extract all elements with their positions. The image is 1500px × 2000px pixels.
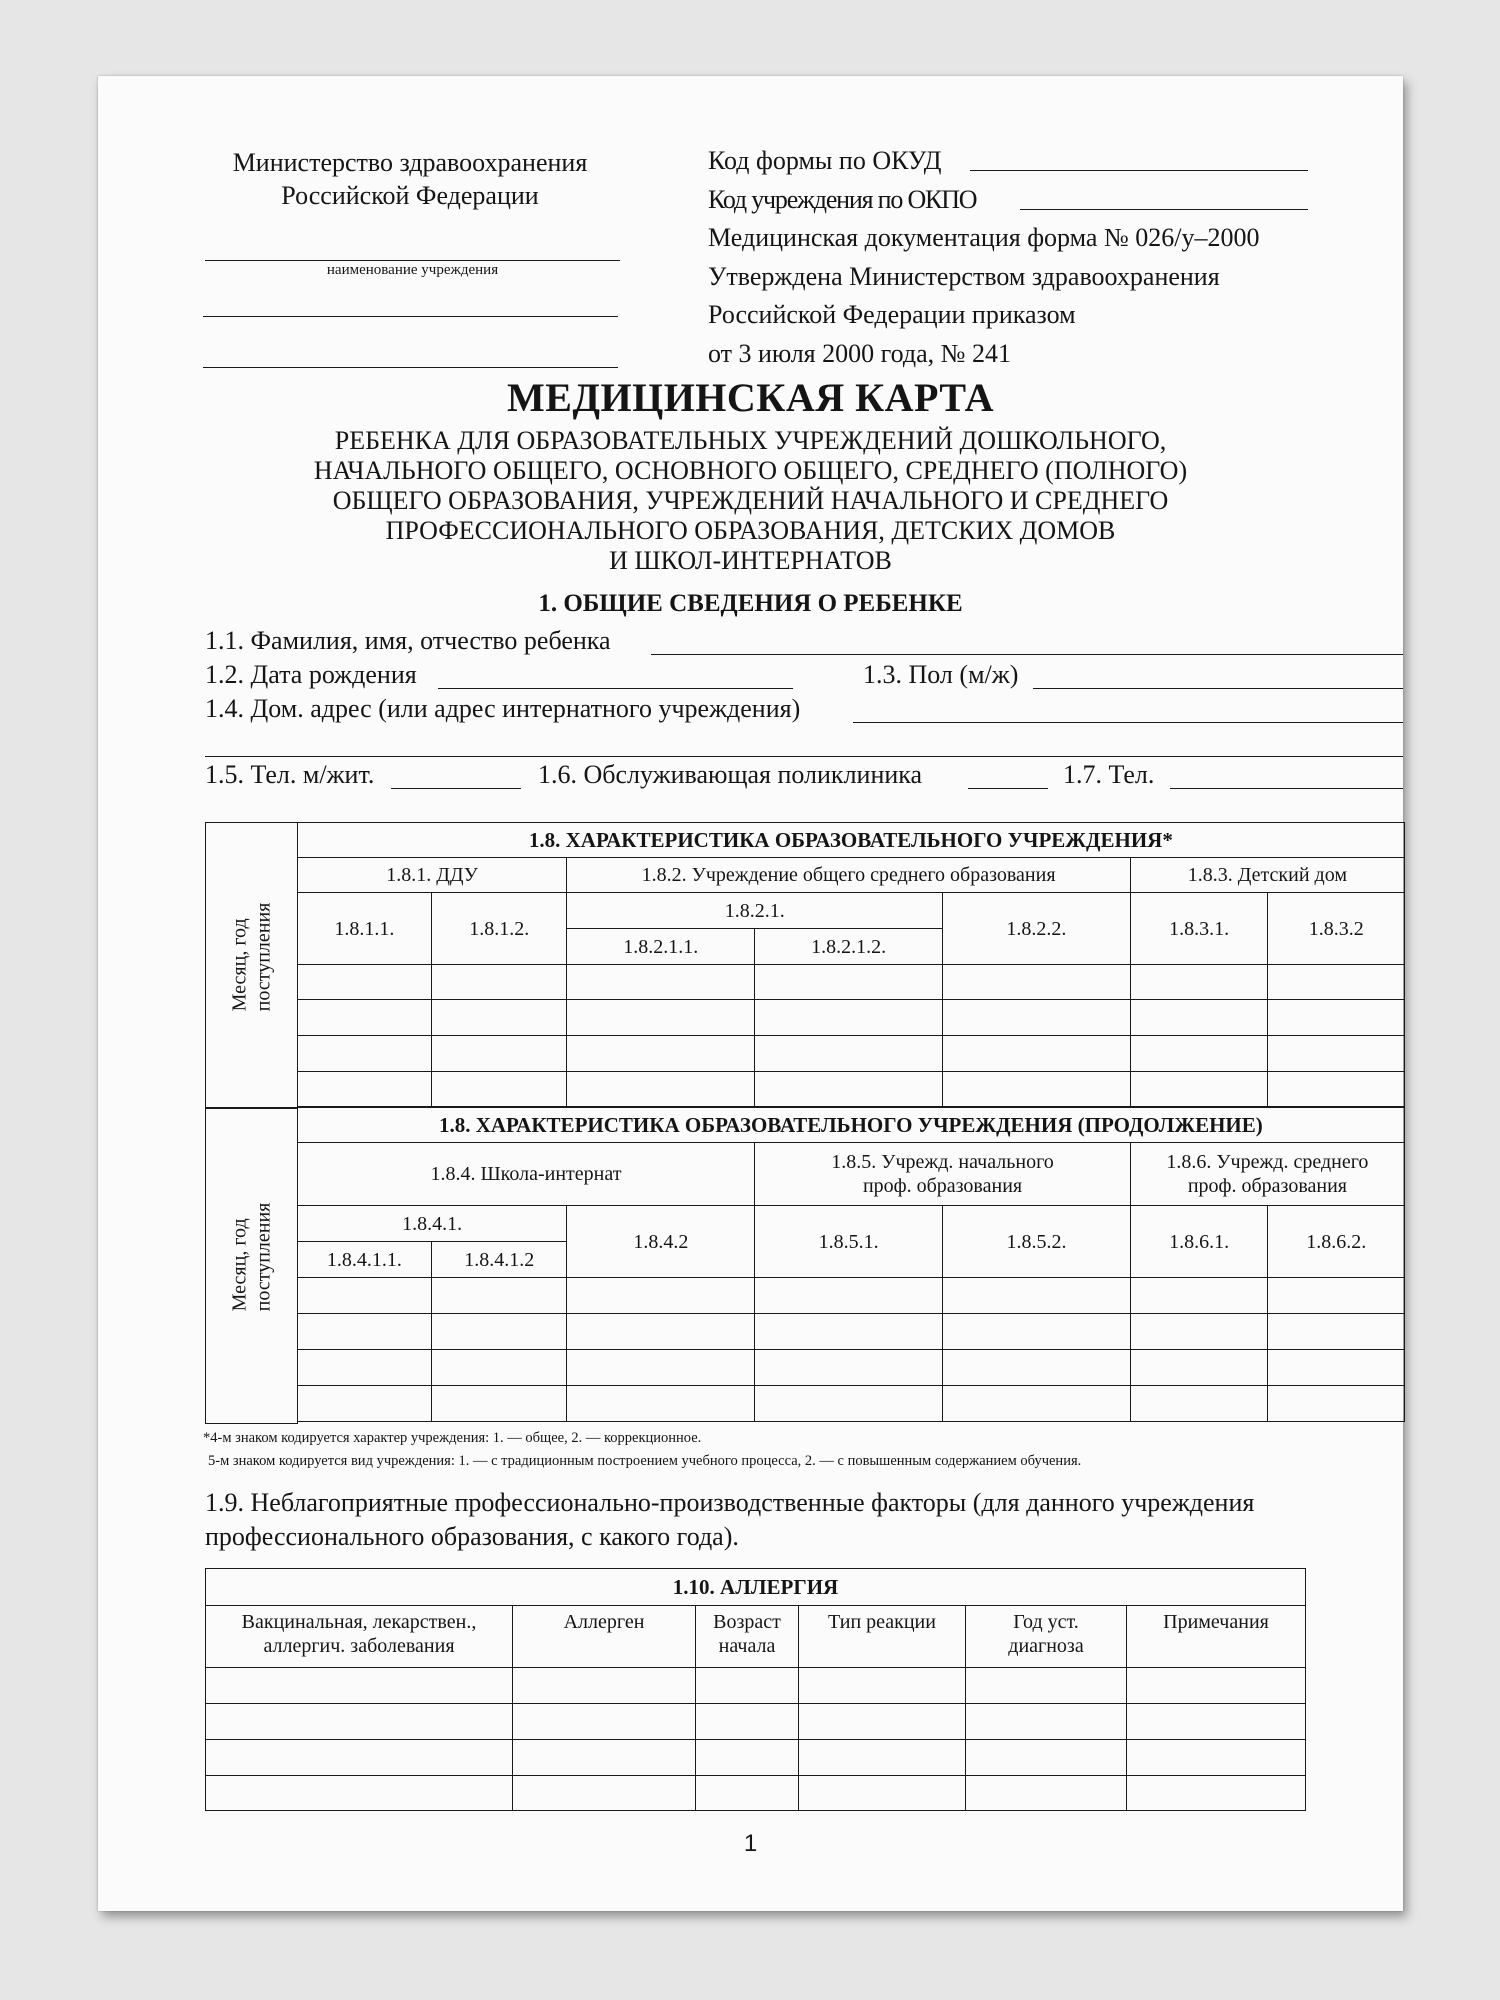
table-1-8-b: [205, 1107, 1405, 1424]
table-row: [206, 1776, 1306, 1811]
table-row: [206, 1000, 1405, 1036]
col-1-8-5-2: 1.8.5.2.: [943, 1206, 1131, 1278]
note-1: *4-м знаком кодируется характер учреждения: 1. — общее, 2. — коррекционное.: [203, 1430, 702, 1446]
table-row: [206, 1350, 1405, 1386]
ministry-line-2: Российской Федерации: [281, 181, 539, 210]
side-label-line-1: Месяц, год: [228, 1217, 251, 1311]
institution-caption: наименование учреждения: [326, 262, 499, 278]
institution-line-2[interactable]: [203, 316, 618, 317]
table-row: [206, 1740, 1306, 1776]
field-1-3-label: 1.3. Пол (м/ж): [863, 660, 1019, 689]
table-row: [206, 965, 1405, 1000]
table-row: [206, 1278, 1405, 1314]
table-1-8-a: [205, 822, 1405, 1109]
field-1-1-label: 1.1. Фамилия, имя, отчество ребенка: [205, 626, 611, 655]
allergy-col-notes: Примечания: [1127, 1606, 1306, 1668]
section-1-9-line-1: 1.9. Неблагоприятные профессионально-производственные факторы (для данного учреждения: [205, 1488, 1255, 1517]
col-diseases-line-1: Вакцинальная, лекарствен.,: [241, 1611, 477, 1633]
document-subtitle: [98, 426, 1403, 576]
table-a-side-text: [227, 902, 275, 1011]
col-age-line-2: начала: [718, 1635, 776, 1657]
field-1-7-label: 1.7. Тел.: [1063, 760, 1155, 789]
allergy-col-allergen: Аллерген: [513, 1606, 696, 1668]
form-sheet: [98, 76, 1403, 1911]
col-group-1-8-3: 1.8.3. Детский дом: [1130, 858, 1404, 893]
ministry-block: [205, 146, 615, 212]
allergy-col-age: [696, 1606, 799, 1668]
table-row: [206, 1072, 1405, 1107]
institution-line-3[interactable]: [203, 367, 618, 368]
ministry-line-1: Министерство здравоохранения: [232, 148, 588, 177]
table-row: [206, 1704, 1306, 1740]
col-age-line-1: Возраст: [713, 1611, 781, 1633]
col-1-8-4-1: 1.8.4.1.: [297, 1206, 567, 1242]
col-group-1-8-4: 1.8.4. Школа-интернат: [297, 1143, 755, 1206]
okpo-label: Код учреждения по ОКПО: [708, 184, 977, 214]
col-year-line-2: диагноза: [1008, 1635, 1084, 1657]
col-1-8-2-1: 1.8.2.1.: [567, 893, 943, 929]
subtitle-line-1: РЕБЕНКА ДЛЯ ОБРАЗОВАТЕЛЬНЫХ УЧРЕЖДЕНИЙ ДОШКОЛЬНОГО,: [334, 426, 1167, 455]
col-1-8-4-2: 1.8.4.2: [567, 1206, 755, 1278]
col-1-8-6-1: 1.8.6.1.: [1130, 1206, 1268, 1278]
subtitle-line-4: ПРОФЕССИОНАЛЬНОГО ОБРАЗОВАНИЯ, ДЕТСКИХ ДОМОВ: [385, 516, 1116, 545]
form-info-block: [708, 142, 1308, 373]
group-1-8-5-line-1: 1.8.5. Учрежд. начального: [831, 1151, 1054, 1173]
col-1-8-5-1: 1.8.5.1.: [755, 1206, 943, 1278]
col-group-1-8-1: 1.8.1. ДДУ: [297, 858, 567, 893]
col-group-1-8-2: 1.8.2. Учреждение общего среднего образования: [567, 858, 1130, 893]
approved-line-1: Утверждена Министерством здравоохранения: [708, 261, 1220, 291]
col-year-line-1: Год уст.: [1013, 1611, 1079, 1633]
col-1-8-2-2: 1.8.2.2.: [943, 893, 1131, 965]
field-1-4-input-extra[interactable]: [205, 756, 1403, 757]
page-number: 1: [743, 1830, 758, 1857]
table-row: [206, 1314, 1405, 1350]
okud-row: [708, 142, 1308, 181]
allergy-title: 1.10. АЛЛЕРГИЯ: [206, 1569, 1306, 1606]
col-1-8-4-1-2: 1.8.4.1.2: [432, 1242, 567, 1278]
okpo-field[interactable]: [1020, 209, 1308, 210]
subtitle-line-3: ОБЩЕГО ОБРАЗОВАНИЯ, УЧРЕЖДЕНИЙ НАЧАЛЬНОГО И СРЕДНЕГО: [332, 486, 1169, 515]
table-row: [206, 1386, 1405, 1422]
table-row: [206, 1668, 1306, 1704]
col-group-1-8-6: [1130, 1143, 1404, 1206]
allergy-col-reaction: Тип реакции: [799, 1606, 966, 1668]
subtitle-line-5: И ШКОЛ-ИНТЕРНАТОВ: [609, 546, 892, 575]
field-1-3-input[interactable]: [1033, 688, 1403, 689]
section-1-9: [205, 1486, 1254, 1554]
col-1-8-4-1-1: 1.8.4.1.1.: [297, 1242, 431, 1278]
col-1-8-2-1-2: 1.8.2.1.2.: [755, 929, 943, 965]
section-1-9-line-2: профессионального образования, с какого года).: [205, 1522, 739, 1551]
field-1-5-input[interactable]: [391, 788, 521, 789]
group-1-8-6-line-1: 1.8.6. Учрежд. среднего: [1166, 1151, 1369, 1173]
approved-line-2: Российской Федерации приказом: [708, 300, 1076, 329]
field-1-1-input[interactable]: [651, 654, 1403, 655]
col-1-8-2-1-1: 1.8.2.1.1.: [567, 929, 755, 965]
allergy-table: [205, 1568, 1306, 1811]
field-1-2-input[interactable]: [438, 688, 793, 689]
col-1-8-3-1: 1.8.3.1.: [1130, 893, 1268, 965]
institution-line-1[interactable]: [205, 260, 620, 261]
col-diseases-line-2: аллергич. заболевания: [263, 1635, 455, 1657]
group-1-8-5-line-2: проф. образования: [862, 1175, 1023, 1197]
okpo-row: [708, 181, 1308, 220]
okud-field[interactable]: [970, 170, 1308, 171]
col-1-8-1-2: 1.8.1.2.: [432, 893, 567, 965]
side-label-line-1: Месяц, год: [228, 917, 251, 1011]
col-group-1-8-5: [755, 1143, 1131, 1206]
col-1-8-1-1: 1.8.1.1.: [297, 893, 431, 965]
form-label: Медицинская документация форма № 026/у–2000: [708, 223, 1260, 252]
field-1-7-input[interactable]: [1170, 788, 1403, 789]
table-b-side-label: [206, 1108, 298, 1424]
col-1-8-3-2: 1.8.3.2: [1268, 893, 1405, 965]
allergy-col-diseases: [206, 1606, 513, 1668]
field-1-6-label: 1.6. Обслуживающая поликлиника: [538, 760, 923, 789]
approved-line-3: от 3 июля 2000 года, № 241: [708, 338, 1011, 368]
allergy-col-year: [966, 1606, 1127, 1668]
field-1-4-input[interactable]: [853, 722, 1403, 723]
table-b-side-text: [227, 1202, 275, 1311]
subtitle-line-2: НАЧАЛЬНОГО ОБЩЕГО, ОСНОВНОГО ОБЩЕГО, СРЕДНЕГО (ПОЛНОГО): [313, 456, 1188, 485]
table-row: [206, 1036, 1405, 1072]
okud-label: Код формы по ОКУД: [708, 146, 942, 175]
section-1-title: 1. ОБЩИЕ СВЕДЕНИЯ О РЕБЕНКЕ: [538, 590, 963, 617]
field-1-2-label: 1.2. Дата рождения: [205, 660, 417, 689]
field-1-6-input[interactable]: [968, 788, 1048, 789]
note-2: 5-м знаком кодируется вид учреждения: 1. — с традиционным построением учебного процесса, 2. — с повышенным содержанием обучения.: [208, 1453, 1082, 1469]
group-1-8-6-line-2: проф. образования: [1187, 1175, 1347, 1197]
table-b-title: 1.8. ХАРАКТЕРИСТИКА ОБРАЗОВАТЕЛЬНОГО УЧРЕЖДЕНИЯ (ПРОДОЛЖЕНИЕ): [297, 1108, 1404, 1143]
col-1-8-6-2: 1.8.6.2.: [1268, 1206, 1405, 1278]
field-1-5-label: 1.5. Тел. м/жит.: [205, 760, 375, 789]
field-1-4-label: 1.4. Дом. адрес (или адрес интернатного учреждения): [205, 694, 801, 723]
side-label-line-2: поступления: [252, 1202, 275, 1311]
side-label-line-2: поступления: [252, 902, 275, 1011]
table-a-side-label: [206, 823, 298, 1109]
table-a-title: 1.8. ХАРАКТЕРИСТИКА ОБРАЗОВАТЕЛЬНОГО УЧРЕЖДЕНИЯ*: [297, 823, 1404, 858]
document-title: МЕДИЦИНСКАЯ КАРТА: [507, 375, 994, 420]
